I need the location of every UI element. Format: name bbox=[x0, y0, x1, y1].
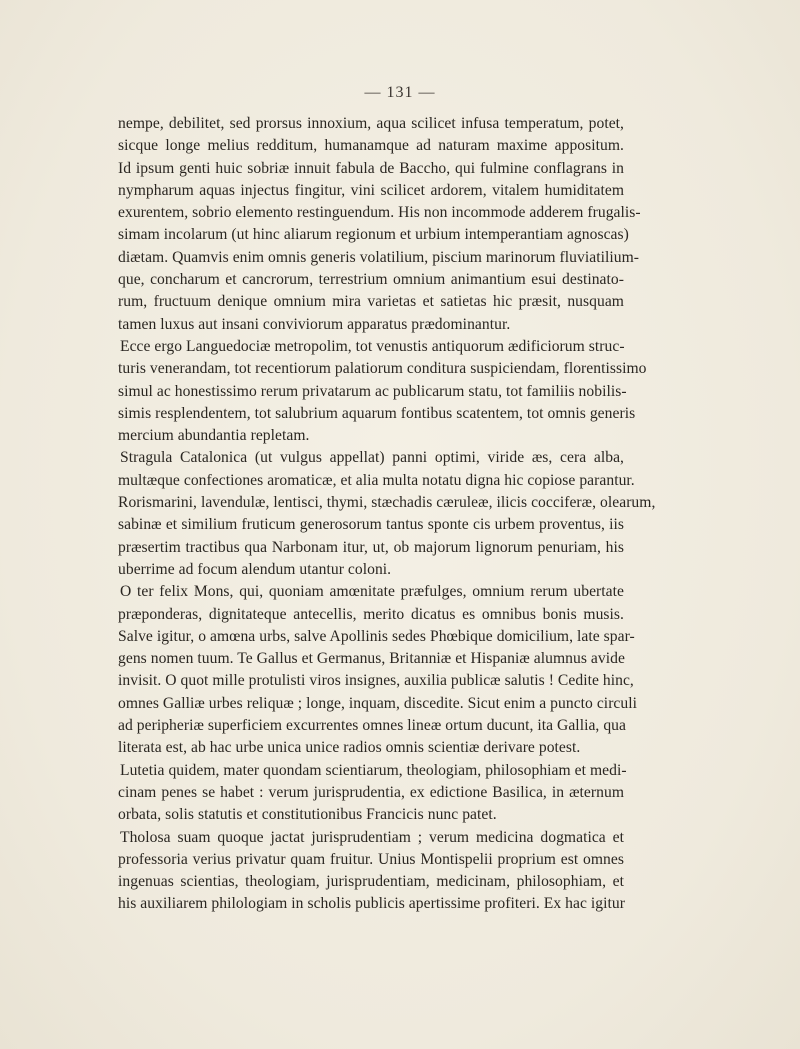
text-line: gens nomen tuum. Te Gallus et Germanus, Britanniæ et Hispaniæ alumnus avide bbox=[118, 650, 625, 668]
text-line: diætam. Quamvis enim omnis generis volatilium, piscium marinorum fluviatilium- bbox=[118, 248, 640, 266]
text-line: ad peripheriæ superficiem excurrentes omnes lineæ ortum ducunt, ita Gallia, qua bbox=[118, 717, 626, 735]
text-line: invisit. O quot mille protulisti viros insignes, auxilia publicæ salutis ! Cedite hinc, bbox=[118, 672, 634, 690]
text-line: nympharum aquas injectus fingitur, vini scilicet ardorem, vitalem humiditatem bbox=[118, 181, 624, 199]
text-line: orbata, solis statutis et constitutionibus Francicis nunc patet. bbox=[118, 806, 497, 824]
text-line: Id ipsum genti huic sobriæ innuit fabula de Baccho, qui fulmine conflagrans in bbox=[118, 159, 624, 177]
text-line: sabinæ et similium fruticum generosorum tantus sponte cis urbem proventus, iis bbox=[118, 516, 624, 534]
text-line: exurentem, sobrio elemento restinguendum. His non incommode adderem frugalis- bbox=[118, 204, 641, 222]
text-line: omnes Galliæ urbes reliquæ ; longe, inquam, discedite. Sicut enim a puncto circuli bbox=[118, 694, 638, 712]
text-line: simul ac honestissimo rerum privatarum ac publicarum statu, tot familiis nobilis- bbox=[118, 382, 627, 400]
text-line: tamen luxus aut insani conviviorum apparatus prædominantur. bbox=[118, 315, 511, 333]
text-line: multæque confectiones aromaticæ, et alia multa notatu digna hic copiose parantur. bbox=[118, 471, 635, 489]
text-line: simam incolarum (ut hinc aliarum regionum et urbium intemperantiam agnoscas) bbox=[118, 226, 629, 244]
text-line: turis venerandam, tot recentiorum palatiorum conditura suspiciendam, florentissimo bbox=[118, 360, 647, 378]
text-line: que, concharum et cancrorum, terrestrium omnium animantium esui destinato- bbox=[118, 271, 624, 289]
body-text bbox=[118, 113, 656, 916]
text-line: Tholosa suam quoque jactat jurisprudentiam ; verum medicina dogmatica et bbox=[120, 828, 624, 846]
page-number: — 131 — bbox=[364, 84, 436, 101]
text-line: Rorismarini, lavendulæ, lentisci, thymi, stæchadis cæruleæ, ilicis cocciferæ, olearum, bbox=[118, 494, 656, 512]
text-line: sicque longe melius redditum, humanamque ad naturam maxime appositum. bbox=[118, 137, 624, 155]
text-line: his auxiliarem philologiam in scholis publicis apertissime profiteri. Ex hac igitur bbox=[118, 895, 625, 913]
text-line: mercium abundantia repletam. bbox=[118, 427, 310, 445]
text-line: Stragula Catalonica (ut vulgus appellat) panni optimi, viride æs, cera alba, bbox=[120, 449, 624, 467]
text-line: præsertim tractibus qua Narbonam itur, ut, ob majorum lignorum penuriam, his bbox=[118, 538, 624, 556]
text-line: uberrime ad focum alendum utantur coloni. bbox=[118, 560, 392, 578]
text-line: O ter felix Mons, qui, quoniam amœnitate præfulges, omnium rerum ubertate bbox=[120, 583, 624, 601]
text-line: præponderas, dignitateque antecellis, merito dicatus es omnibus bonis musis. bbox=[118, 605, 624, 623]
text-line: professoria verius privatur quam fruitur. Unius Montispelii proprium est omnes bbox=[118, 850, 624, 868]
text-line: Ecce ergo Languedociæ metropolim, tot venustis antiquorum ædificiorum struc- bbox=[120, 337, 625, 355]
text-line: Salve igitur, o amœna urbs, salve Apollinis sedes Phœbique domicilium, late spar- bbox=[118, 627, 635, 645]
text-line: Lutetia quidem, mater quondam scientiarum, theologiam, philosophiam et medi- bbox=[120, 761, 627, 779]
text-line: nempe, debilitet, sed prorsus innoxium, aqua scilicet infusa temperatum, potet, bbox=[118, 115, 624, 132]
text-line: rum, fructuum denique omnium mira varietas et satietas hic præsit, nusquam bbox=[118, 293, 624, 311]
text-line: cinam penes se habet : verum jurisprudentia, ex edictione Basilica, in æternum bbox=[118, 783, 624, 801]
text-line: literata est, ab hac urbe unica unice radios omnis scientiæ derivare potest. bbox=[118, 739, 581, 757]
text-line: ingenuas scientias, theologiam, jurisprudentiam, medicinam, philosophiam, et bbox=[118, 873, 624, 891]
text-line: simis resplendentem, tot salubrium aquarum fontibus scatentem, tot omnis generis bbox=[118, 404, 636, 422]
